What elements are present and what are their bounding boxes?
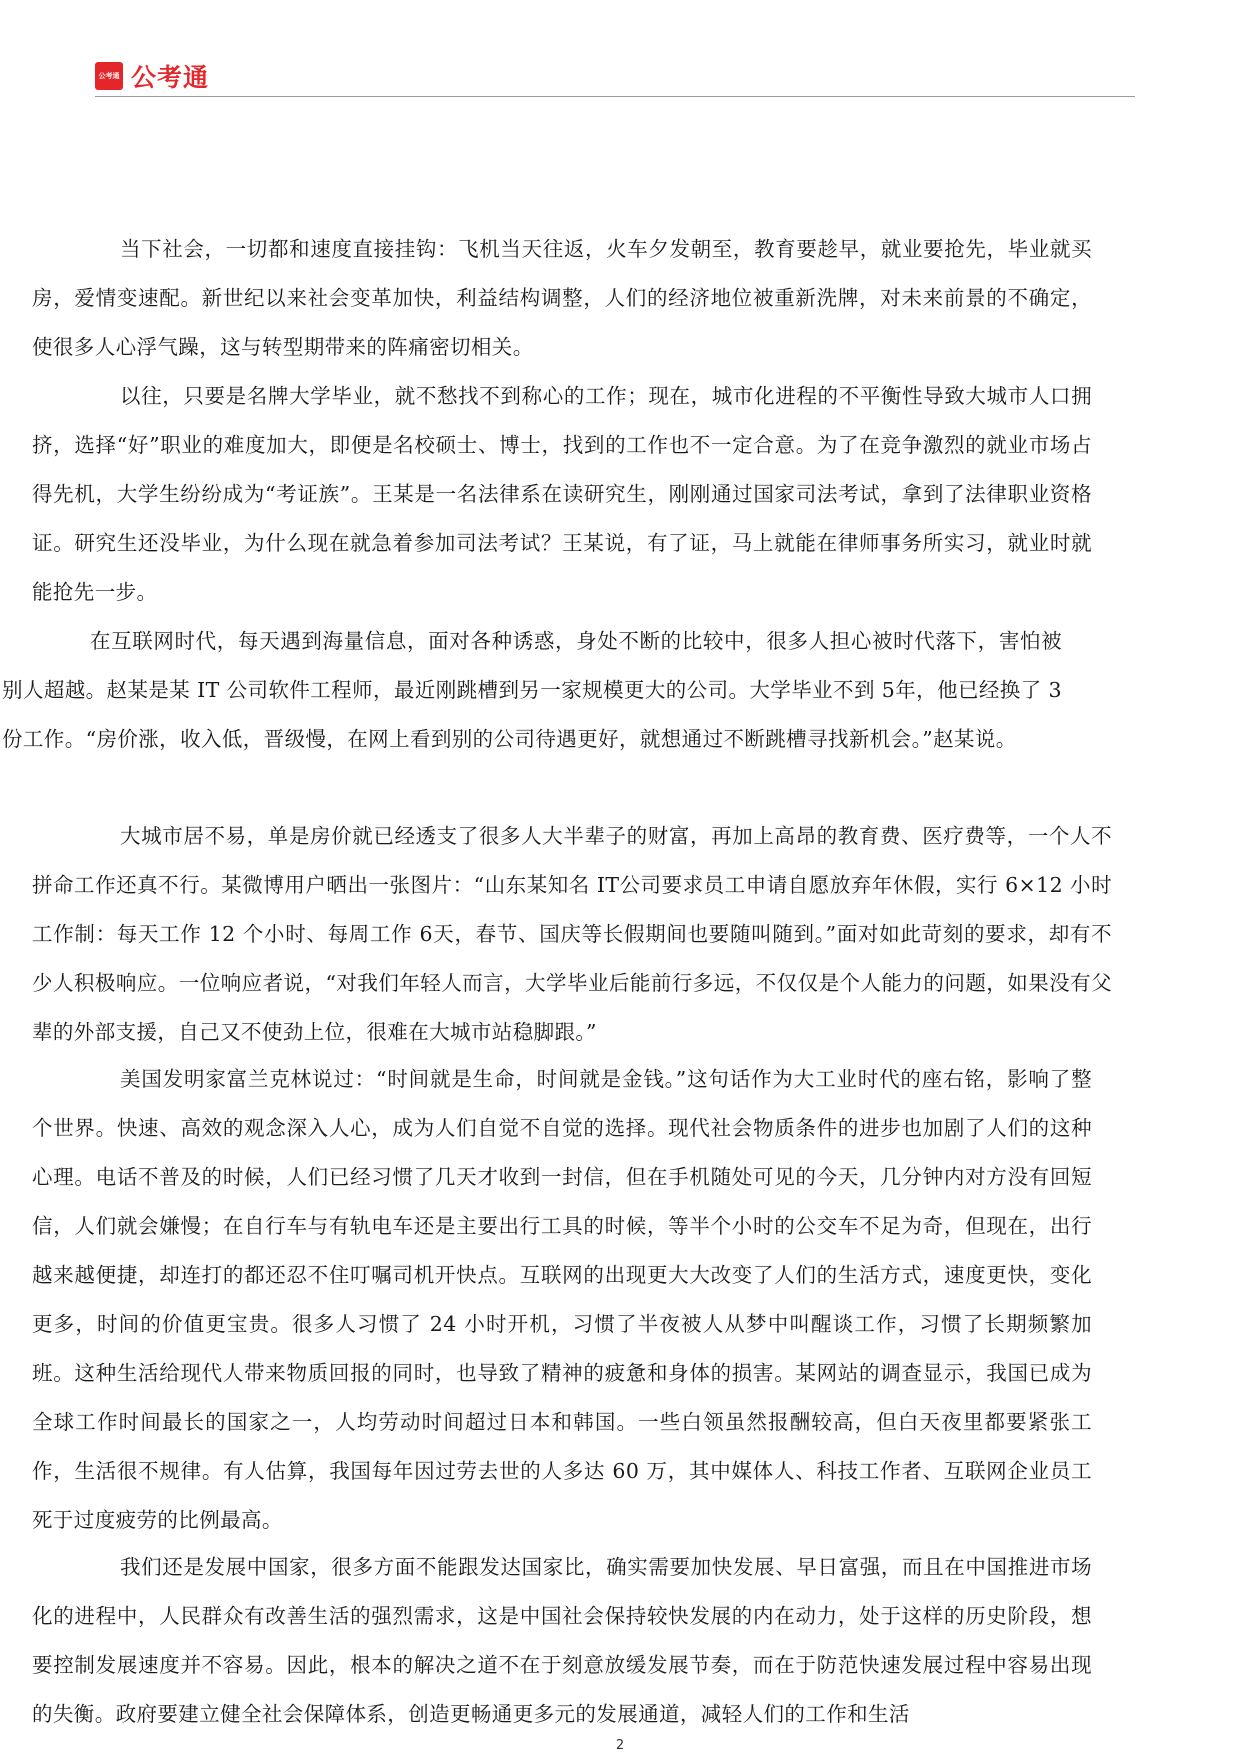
- brand-name: 公考通: [131, 63, 210, 92]
- paragraph-4: 大城市居不易，单是房价就已经透支了很多人大半辈子的财富，再加上高昂的教育费、医疗费等，一个人不拼命工作还真不行。某微博用户晒出一张图片：“山东某知名 IT公司要求员工申请自愿放弃年休假，实行 6×12 小时工作制：每天工作 12 个小时、每周工作 6天，春节、国庆等长假期间也要随叫随到。”面对如此苛刻的要求，却有不少人积极响应。一位响应者说，“对我们年轻人而言，大学毕业后能前行多远，不仅仅是个人能力的问题，如果没有父辈的外部支援，自己又不使劲上位，很难在大城市站稳脚跟。”: [32, 824, 1112, 1044]
- header: [95, 58, 209, 94]
- page-number: 2: [615, 1738, 625, 1753]
- logo-icon-text: 公考通: [98, 72, 120, 80]
- brand-logo-icon: [95, 62, 123, 90]
- paragraph-6: 我们还是发展中国家，很多方面不能跟发达国家比，确实需要加快发展、早日富强，而且在中国推进市场化的进程中，人民群众有改善生活的强烈需求，这是中国社会保持较快发展的内在动力，处于这样的历史阶段，想要控制发展速度并不容易。因此，根本的解决之道不在于刻意放缓发展节奏，而在于防范快速发展过程中容易出现的失衡。政府要建立健全社会保障体系，创造更畅通更多元的发展通道，减轻人们的工作和生活: [32, 1555, 1092, 1726]
- paragraph-2: 以往，只要是名牌大学毕业，就不愁找不到称心的工作；现在，城市化进程的不平衡性导致大城市人口拥挤，选择“好”职业的难度加大，即便是名校硕士、博士，找到的工作也不一定合意。为了在竞争激烈的就业市场占得先机，大学生纷纷成为“考证族”。王某是一名法律系在读研究生，刚刚通过国家司法考试，拿到了法律职业资格证。研究生还没毕业，为什么现在就急着参加司法考试？王某说，有了证，马上就能在律师事务所实习，就业时就能抢先一步。: [32, 384, 1092, 604]
- paragraph-5: 美国发明家富兰克林说过：“时间就是生命，时间就是金钱。”这句话作为大工业时代的座右铭，影响了整个世界。快速、高效的观念深入人心，成为人们自觉不自觉的选择。现代社会物质条件的进步也加剧了人们的这种心理。电话不普及的时候，人们已经习惯了几天才收到一封信，但在手机随处可见的今天，几分钟内对方没有回短信，人们就会嫌慢；在自行车与有轨电车还是主要出行工具的时候，等半个小时的公交车不足为奇，但现在，出行越来越便捷，却连打的都还忍不住叮嘱司机开快点。互联网的出现更大大改变了人们的生活方式，速度更快，变化更多，时间的价值更宝贵。很多人习惯了 24 小时开机，习惯了半夜被人从梦中叫醒谈工作，习惯了长期频繁加班。这种生活给现代人带来物质回报的同时，也导致了精神的疲惫和身体的损害。某网站的调查显示，我国已成为全球工作时间最长的国家之一，人均劳动时间超过日本和韩国。一些白领虽然报酬较高，但白天夜里都要紧张工作，生活很不规律。有人估算，我国每年因过劳去世的人多达 60 万，其中媒体人、科技工作者、互联网企业员工死于过度疲劳的比例最高。: [32, 1067, 1092, 1532]
- paragraph-3: 在互联网时代，每天遇到海量信息，面对各种诱惑，身处不断的比较中，很多人担心被时代落下，害怕被别人超越。赵某是某 IT 公司软件工程师，最近刚跳槽到另一家规模更大的公司。大学毕业不到 5年，他已经换了 3份工作。“房价涨，收入低，晋级慢，在网上看到别的公司待遇更好，就想通过不断跳槽寻找新机会。”赵某说。: [2, 629, 1062, 751]
- header-divider: [95, 96, 1135, 97]
- paragraph-1: 当下社会，一切都和速度直接挂钩：飞机当天往返，火车夕发朝至，教育要趁早，就业要抢先，毕业就买房，爱情变速配。新世纪以来社会变革加快，利益结构调整，人们的经济地位被重新洗牌，对未来前景的不确定，使很多人心浮气躁，这与转型期带来的阵痛密切相关。: [32, 237, 1092, 359]
